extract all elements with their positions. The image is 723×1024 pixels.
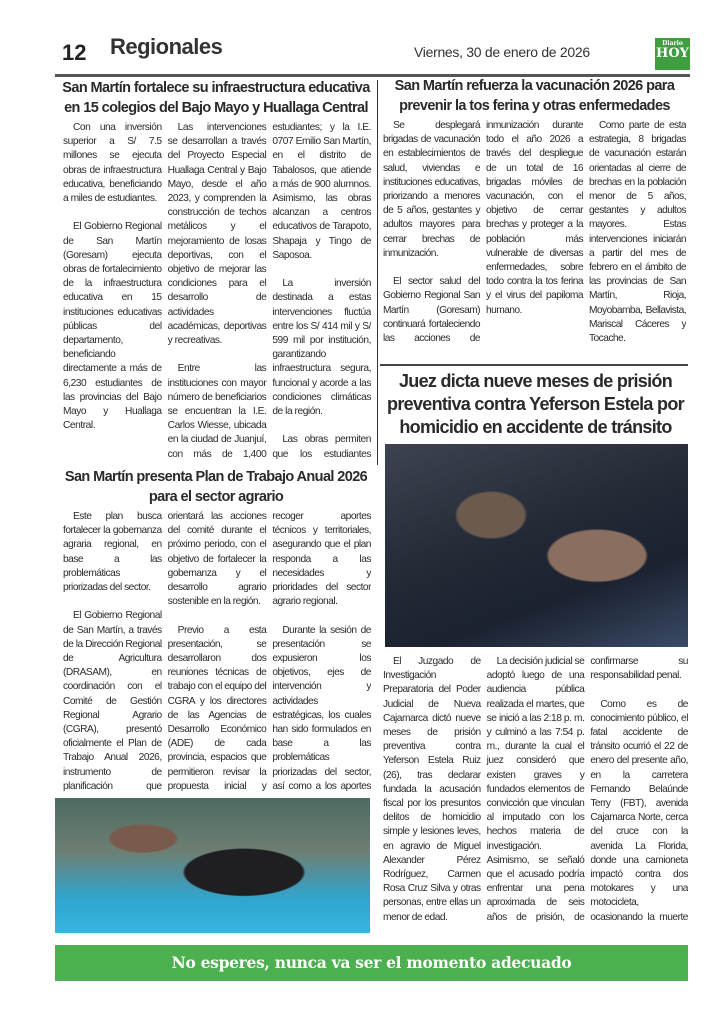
article-paragraph: Como es de conocimiento público, el fatal accidente de tránsito ocurrió el 22 de enero del presente año, en la carretera Fernando Belaúnde Terry (FBT), avenida Cajamarca Norte, cerca del cruce con la avenida La Florida, donde una camioneta impactó contra dos motokares y una motocicleta, ocasionando la muerte — [590, 698, 688, 923]
page-number: 12 — [62, 40, 87, 65]
article-body — [63, 121, 371, 462]
article-education — [58, 78, 374, 462]
article-headline: Juez dicta nueve meses de prisión preventiva contra Yeferson Estela por homicidio en accidente de tránsito — [387, 371, 684, 437]
article-paragraph: La decisión judicial se adoptó luego de una audiencia pública realizada el martes, que se inició a las 2:18 p. m. y culminó a las 7:54 p. m., durante la cual el juez consideró que existen graves y fundados elementos de convicción que vinculan al imputado con los hechos materia de investigación. Asimismo, se señaló que el acusado podría enfrentar una pena aproximada de seis años de prisión, de confirmarse su responsabilidad penal. — [486, 656, 688, 923]
issue-date: Viernes, 30 de enero de 2026 — [414, 44, 590, 60]
article-headline: San Martín fortalece su infraestructura educativa en 15 colegios del Bajo Mayo y Huallaga Central — [62, 80, 370, 116]
article-divider — [380, 364, 688, 366]
article-paragraph: Este plan busca fortalecer la gobernanza agraria regional, en base a las problemáticas priorizadas del sector. — [63, 511, 162, 594]
article-body — [383, 119, 686, 360]
article-paragraph: Previo a esta presentación, se desarrollaron dos reuniones técnicas de trabajo con el equipo del CGRA y los directores de las Agencias de Desarrollo Económico (ADE) de cada provincia, espacios que permitieron revisar la propuesta inicial y recoger aportes técnicos y territoriales, asegurando que el plan responda a las necesidades y prioridades del sector agrario regional. — [167, 511, 371, 792]
newspaper-logo — [655, 38, 690, 70]
article-paragraph: Durante la sesión de presentación se expusieron los objetivos, ejes de intervención y actividades estratégicas, los cuales han sido formulados en base a las problemáticas priorizadas del sector, así como a los aportes — [272, 624, 371, 792]
logo-big-text: HOY — [656, 46, 689, 61]
article-paragraph: Las obras permiten que los estudiantes — [272, 434, 371, 460]
article-paragraph: Se desplegará brigadas de vacunación en establecimientos de salud, viviendas e instituciones educativas, priorizando a menores de 5 años, gestantes y adultos mayores para cerrar brechas de inmunización. — [383, 120, 480, 259]
logo-small-text: Diario — [662, 40, 683, 47]
article-headline: San Martín refuerza la vacunación 2026 para prevenir la tos ferina y otras enfermedades — [394, 78, 675, 114]
column-divider — [377, 80, 378, 465]
section-title: Regionales — [110, 34, 223, 59]
article-headline: San Martín presenta Plan de Trabajo Anual 2026 para el sector agrario — [64, 469, 368, 505]
footer-banner: No esperes, nunca va ser el momento adecuado — [55, 945, 688, 981]
news-photo-detainee — [385, 444, 688, 647]
article-body — [383, 655, 688, 938]
article-paragraph: El Juzgado de Investigación Preparatoria del Poder Judicial de Nueva Cajamarca dictó nueve meses de prisión preventiva contra Yeferson Estela Ruiz (26), tras declarar fundada la acusación fiscal por los presuntos delitos de homicidio simple y lesiones leves, en agravio de Miguel Alexander Pérez Rodríguez, Carmen Rosa Cruz Silva y otras personas, entre ellas un menor de edad. — [383, 656, 481, 923]
article-vaccination — [383, 76, 686, 360]
article-judge — [383, 370, 688, 938]
article-paragraph: Entre las instituciones con mayor número de beneficiarios se encuentran la I.E. Carlos Wiesse, ubicada en la ciudad de Juanjuí, con más de 1,400 estudiantes; y la I.E. 0707 Emilio San Martín, en el distrito de Tabalosos, que atiende a más de 900 alumnos. Asimismo, las obras alcanzan a centros educativos de Tarapoto, Shapaja y Tingo de Saposoa. — [167, 122, 371, 460]
article-paragraph: El sector salud del Gobierno Regional San Martín (Goresam) continuará fortaleciendo las acciones de inmunización durante todo el año 2026 a través del despliegue de un total de 16 brigadas móviles de vacunación, con el objetivo de cerrar brechas y proteger a la población más vulnerable de diversas enfermedades, sobre todo contra la tos ferina y el virus del papiloma humano. — [383, 120, 583, 345]
article-agrarian-plan — [58, 467, 374, 795]
article-paragraph: El Gobierno Regional de San Martín, a través de la Dirección Regional de Agricultura (DRASAM), en coordinación con el Comité de Gestión Regional Agrario (CGRA), presentó oficialmente el Plan de Trabajo Anual 2026, instrumento de planificación que orientará las acciones del comité durante el próximo periodo, con el objetivo de fortalecer la gobernanza y el desarrollo agrario sostenible en la región. — [63, 511, 267, 792]
article-body — [63, 510, 371, 795]
article-paragraph: Como parte de esta estrategia, 8 brigadas de vacunación estarán orientadas al cierre de brechas en la población menor de 5 años, gestantes y adultos mayores. Estas intervenciones iniciarán a partir del mes de febrero en el ámbito de las provincias de San Martín, Rioja, Moyobamba, Bellavista, Mariscal Cáceres y Tocache. — [589, 120, 686, 345]
article-paragraph: Con una inversión superior a S/ 7.5 millones se ejecuta obras de infraestructura educativa, beneficiando a miles de estudiantes. — [63, 122, 162, 205]
article-paragraph: Las intervenciones se desarrollan a través del Proyecto Especial Huallaga Central y Bajo Mayo, desde el año 2023, y comprenden la construcción de techos metálicos y el mejoramiento de losas deportivas, con el objetivo de mejorar las condiciones para el desarrollo de actividades académicas, deportivas y recreativas. — [167, 122, 267, 347]
article-paragraph: El Gobierno Regional de San Martín (Goresam) ejecuta obras de fortalecimiento de la infraestructura educativa en 15 instituciones educativas públicas del departamento, beneficiando directamente a más de 6,230 estudiantes de las provincias del Bajo Mayo y Huallaga Central. — [63, 221, 162, 432]
article-paragraph: La inversión destinada a estas intervenciones fluctúa entre los S/ 414 mil y S/ 599 mil por institución, garantizando infraestructura segura, funcional y acorde a las condiciones climáticas de la región. — [272, 278, 371, 418]
news-photo-vaccination — [55, 798, 370, 933]
